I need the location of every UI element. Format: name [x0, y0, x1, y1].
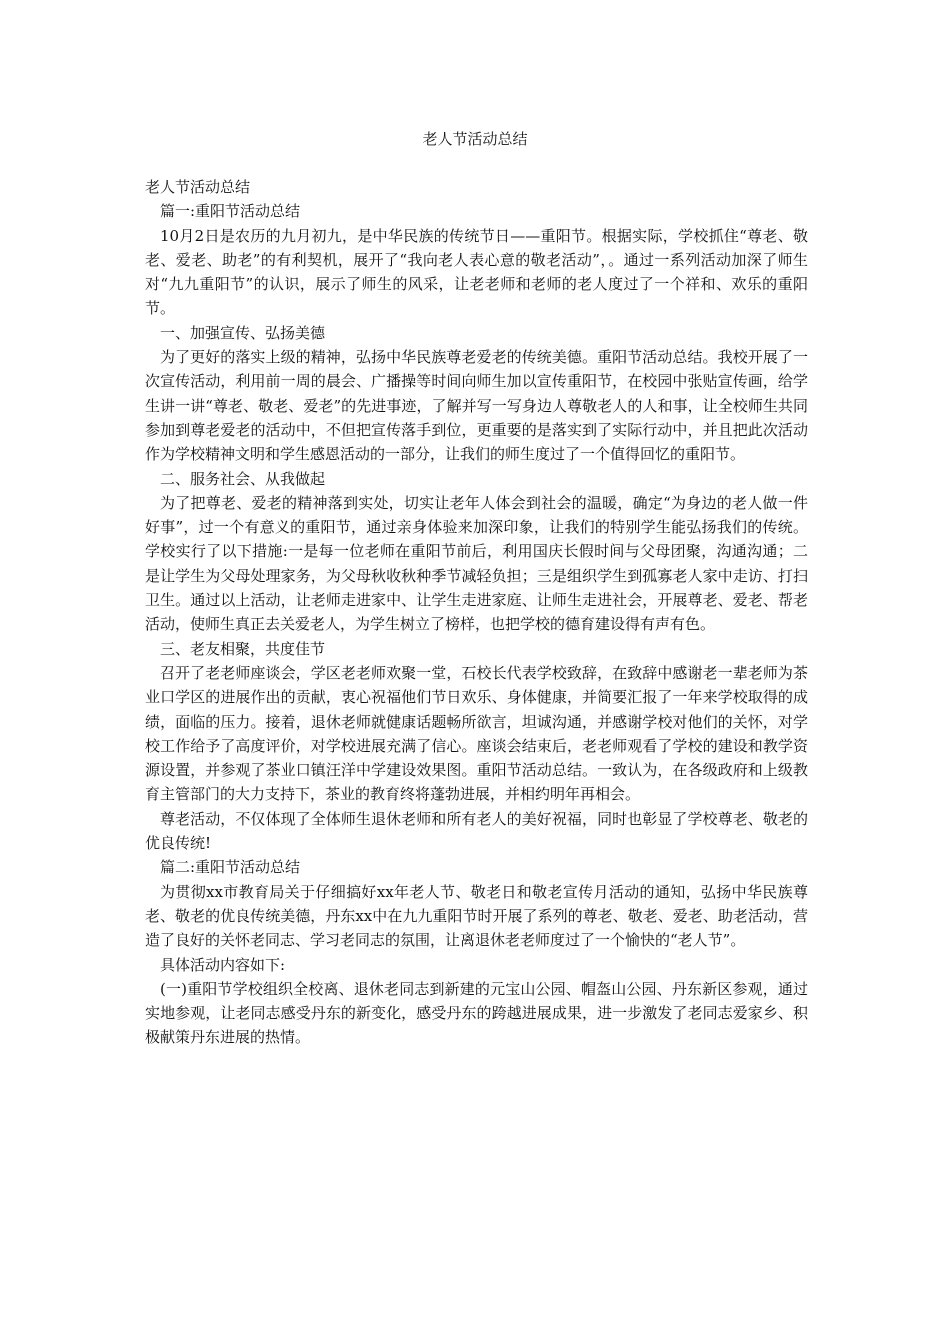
paragraph: 具体活动内容如下: [160, 955, 286, 974]
document-heading: 老人节活动总结 [145, 178, 251, 196]
document-body [145, 175, 808, 1050]
paragraph: 二、服务社会、从我做起 [160, 469, 326, 488]
paragraph: (一)重阳节学校组织全校离、退休老同志到新建的元宝山公园、帽盔山公园、丹东新区参观，通过实地参观，让老同志感受丹东的新变化，感受丹东的跨越进展成果，进一步激发了老同志爱家乡、积极献策丹东进展的热情。 [145, 979, 808, 1047]
paragraph: 召开了老老师座谈会，学区老老师欢聚一堂，石校长代表学校致辞，在致辞中感谢老一辈老师为茶业口学区的进展作出的贡献，衷心祝福他们节日欢乐、身体健康，并简要汇报了一年来学校取得的成绩，面临的压力。接着，退休老师就健康话题畅所欲言，坦诚沟通，并感谢学校对他们的关怀，对学校工作给予了高度评价，对学校进展充满了信心。座谈会结束后，老老师观看了学校的建设和教学资源设置，并参观了茶业口镇汪洋中学建设效果图。重阳节活动总结。一致认为，在各级政府和上级教育主管部门的大力支持下，茶业的教育终将蓬勃进展，并相约明年再相会。 [145, 663, 808, 804]
page-title: 老人节活动总结 [422, 130, 528, 148]
paragraph: 尊老活动，不仅体现了全体师生退休老师和所有老人的美好祝福，同时也彰显了学校尊老、敬老的优良传统! [145, 809, 808, 853]
paragraph: 篇二:重阳节活动总结 [160, 858, 301, 877]
paragraph: 为了更好的落实上级的精神，弘扬中华民族尊老爱老的传统美德。重阳节活动总结。我校开展了一次宣传活动，利用前一周的晨会、广播操等时间向师生加以宣传重阳节，在校园中张贴宣传画，给学生讲一讲“尊老、敬老、爱老”的先进事迹，了解并写一写身边人尊敬老人的人和事，让全校师生共同参加到尊老爱老的活动中，不但把宣传落手到位，更重要的是落实到了实际行动中，并且把此次活动作为学校精神文明和学生感恩活动的一部分，让我们的师生度过了一个值得回忆的重阳节。 [145, 348, 808, 464]
paragraph: 为贯彻xx市教育局关于仔细搞好xx年老人节、敬老日和敬老宣传月活动的通知，弘扬中华民族尊老、敬老的优良传统美德，丹东xx中在九九重阳节时开展了系列的尊老、敬老、爱老、助老活动，营造了良好的关怀老同志、学习老同志的氛围，让离退休老老师度过了一个愉快的“老人节”。 [145, 882, 808, 950]
paragraph: 10月2日是农历的九月初九，是中华民族的传统节日——重阳节。根据实际，学校抓住“尊老、敬老、爱老、助老”的有利契机，展开了“我向老人表心意的敬老活动”，。通过一系列活动加深了师生对“九九重阳节”的认识，展示了师生的风采，让老老师和老师的老人度过了一个祥和、欢乐的重阳节。 [145, 226, 808, 318]
paragraph: 三、老友相聚，共度佳节 [160, 639, 326, 658]
paragraph: 篇一:重阳节活动总结 [160, 202, 301, 221]
paragraph: 一、加强宣传、弘扬美德 [160, 323, 326, 342]
paragraph: 为了把尊老、爱老的精神落到实处，切实让老年人体会到社会的温暖，确定“为身边的老人做一件好事”，过一个有意义的重阳节，通过亲身体验来加深印象，让我们的特别学生能弘扬我们的传统。学校实行了以下措施:一是每一位老师在重阳节前后，利用国庆长假时间与父母团聚，沟通沟通；二是让学生为父母处理家务，为父母秋收秋种季节减轻负担；三是组织学生到孤寡老人家中走访、打扫卫生。通过以上活动，让老师走进家中、让学生走进家庭、让师生走进社会，开展尊老、爱老、帮老活动，使师生真正去关爱老人，为学生树立了榜样，也把学校的德育建设得有声有色。 [145, 493, 808, 634]
